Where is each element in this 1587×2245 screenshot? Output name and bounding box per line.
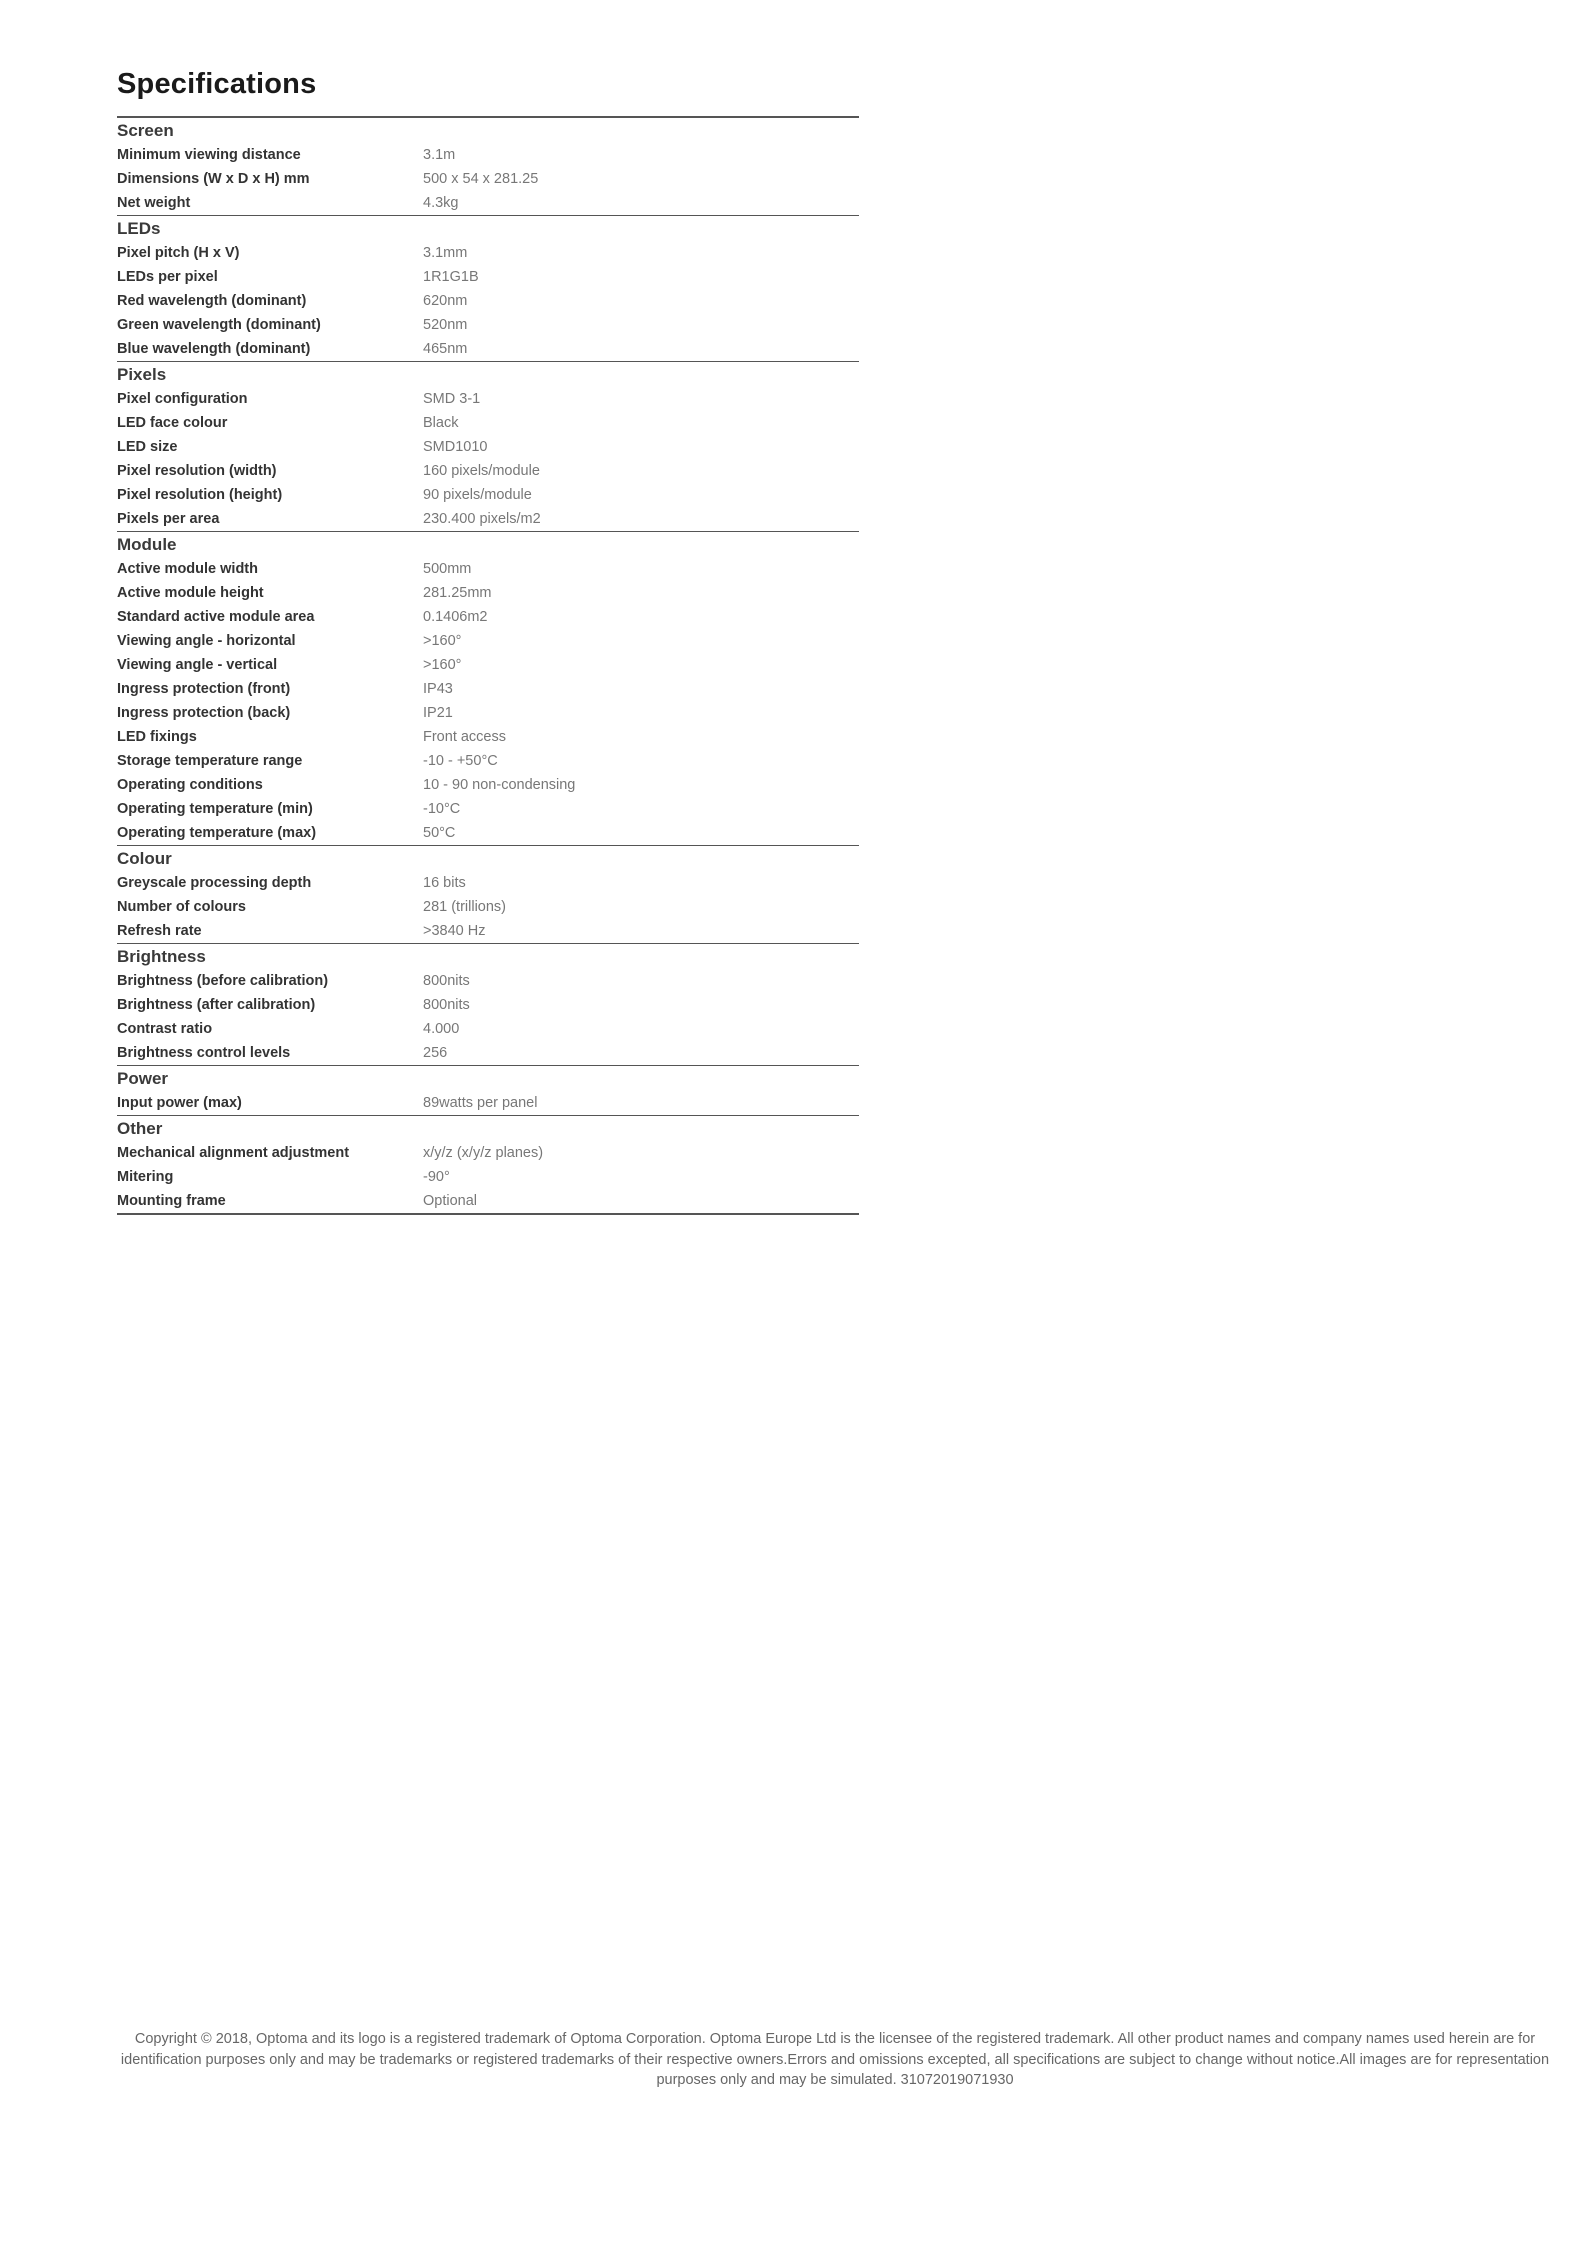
spec-label: Standard active module area: [117, 609, 315, 625]
spec-value: Front access: [423, 729, 506, 745]
spec-label: Viewing angle - vertical: [117, 657, 278, 673]
spec-value: 281.25mm: [423, 585, 492, 601]
spec-row: [117, 1091, 859, 1115]
spec-label: Refresh rate: [117, 923, 202, 939]
spec-section-colour: [117, 845, 859, 943]
spec-row: [117, 653, 859, 677]
spec-row: [117, 167, 859, 191]
spec-value: 3.1mm: [423, 245, 468, 261]
spec-value: 1R1G1B: [423, 269, 479, 285]
section-heading: LEDs: [117, 219, 161, 238]
spec-section-screen: [117, 118, 859, 215]
spec-label: Brightness control levels: [117, 1045, 291, 1061]
spec-row: [117, 969, 859, 993]
spec-row: [117, 557, 859, 581]
spec-row: [117, 677, 859, 701]
spec-value: 520nm: [423, 317, 468, 333]
section-heading: Power: [117, 1069, 169, 1088]
spec-row: [117, 387, 859, 411]
spec-row: [117, 289, 859, 313]
spec-value: 10 - 90 non-condensing: [423, 777, 576, 793]
spec-label: Ingress protection (front): [117, 681, 291, 697]
spec-value: x/y/z (x/y/z planes): [423, 1145, 544, 1161]
spec-label: Operating temperature (min): [117, 801, 313, 817]
spec-label: Red wavelength (dominant): [117, 293, 307, 309]
spec-label: LEDs per pixel: [117, 269, 218, 285]
spec-value: 620nm: [423, 293, 468, 309]
section-heading: Other: [117, 1119, 163, 1138]
spec-label: Viewing angle - horizontal: [117, 633, 296, 649]
spec-section-other: [117, 1115, 859, 1213]
spec-label: Input power (max): [117, 1095, 242, 1111]
spec-label: Pixel pitch (H x V): [117, 245, 240, 261]
spec-row: [117, 313, 859, 337]
spec-row: [117, 797, 859, 821]
spec-label: Number of colours: [117, 899, 246, 915]
spec-label: Contrast ratio: [117, 1021, 213, 1037]
spec-label: Mounting frame: [117, 1193, 226, 1209]
spec-section-leds: [117, 215, 859, 361]
spec-row: [117, 483, 859, 507]
spec-section-power: [117, 1065, 859, 1115]
spec-section-pixels: [117, 361, 859, 531]
spec-value: 50°C: [423, 825, 456, 841]
spec-value: -10 - +50°C: [423, 753, 498, 769]
spec-value: 800nits: [423, 997, 470, 1013]
spec-label: Pixel resolution (width): [117, 463, 277, 479]
spec-label: Greyscale processing depth: [117, 875, 312, 891]
spec-row: [117, 459, 859, 483]
section-heading: Brightness: [117, 947, 206, 966]
spec-row: [117, 337, 859, 361]
page-title: Specifications: [117, 68, 317, 100]
spec-row: [117, 1141, 859, 1165]
spec-row: [117, 1189, 859, 1213]
spec-label: Active module width: [117, 561, 258, 577]
spec-value: >160°: [423, 657, 462, 673]
spec-row: [117, 143, 859, 167]
spec-label: Pixel configuration: [117, 391, 248, 407]
spec-value: SMD1010: [423, 439, 488, 455]
spec-row: [117, 919, 859, 943]
spec-row: [117, 581, 859, 605]
spec-label: Brightness (after calibration): [117, 997, 316, 1013]
spec-row: [117, 435, 859, 459]
spec-label: Active module height: [117, 585, 264, 601]
spec-row: [117, 701, 859, 725]
spec-value: 256: [423, 1045, 448, 1061]
spec-label: Dimensions (W x D x H) mm: [117, 171, 310, 187]
spec-label: Green wavelength (dominant): [117, 317, 321, 333]
spec-row: [117, 629, 859, 653]
section-heading: Module: [117, 535, 177, 554]
spec-row: [117, 871, 859, 895]
spec-value: 160 pixels/module: [423, 463, 540, 479]
spec-row: [117, 605, 859, 629]
spec-label: LED size: [117, 439, 178, 455]
spec-value: 89watts per panel: [423, 1095, 538, 1111]
spec-label: LED fixings: [117, 729, 197, 745]
spec-value: IP43: [423, 681, 453, 697]
spec-label: Operating temperature (max): [117, 825, 317, 841]
spec-row: [117, 725, 859, 749]
section-heading: Pixels: [117, 365, 167, 384]
spec-section-brightness: [117, 943, 859, 1065]
spec-value: -10°C: [423, 801, 461, 817]
spec-row: [117, 507, 859, 531]
spec-row: [117, 749, 859, 773]
spec-value: Optional: [423, 1193, 478, 1209]
spec-label: Pixel resolution (height): [117, 487, 283, 503]
spec-label: Minimum viewing distance: [117, 147, 301, 163]
specifications-table: [117, 116, 859, 1215]
copyright-notice: Copyright © 2018, Optoma and its logo is a registered trademark of Optoma Corporation. Optoma Europe Ltd is the licensee of the registered trademark. All other product names and company names used herein are for identification purposes only and may be trademarks or registered trademarks of their respective owners.Errors and omissions excepted, all specifications are subject to change without notice.All images are for representation purposes only and may be simulated. 31072019071930: [120, 2031, 1550, 2088]
spec-row: [117, 1041, 859, 1065]
spec-value: SMD 3-1: [423, 391, 481, 407]
spec-value: 500 x 54 x 281.25: [423, 171, 539, 187]
spec-row: [117, 191, 859, 215]
spec-value: Black: [423, 415, 459, 431]
spec-row: [117, 411, 859, 435]
spec-value: 4.3kg: [423, 195, 459, 211]
spec-value: 3.1m: [423, 147, 456, 163]
spec-label: Pixels per area: [117, 511, 220, 527]
spec-value: 800nits: [423, 973, 470, 989]
spec-value: 500mm: [423, 561, 472, 577]
spec-value: IP21: [423, 705, 453, 721]
spec-label: LED face colour: [117, 415, 228, 431]
spec-value: -90°: [423, 1169, 450, 1185]
spec-value: 0.1406m2: [423, 609, 488, 625]
spec-value: 230.400 pixels/m2: [423, 511, 541, 527]
spec-row: [117, 1165, 859, 1189]
spec-label: Mitering: [117, 1169, 174, 1185]
spec-value: >3840 Hz: [423, 923, 486, 939]
spec-row: [117, 993, 859, 1017]
spec-label: Blue wavelength (dominant): [117, 341, 311, 357]
section-heading: Screen: [117, 121, 174, 140]
spec-row: [117, 241, 859, 265]
spec-value: 465nm: [423, 341, 468, 357]
spec-label: Operating conditions: [117, 777, 263, 793]
spec-value: 16 bits: [423, 875, 466, 891]
spec-value: 90 pixels/module: [423, 487, 532, 503]
spec-value: 281 (trillions): [423, 899, 506, 915]
spec-row: [117, 1017, 859, 1041]
spec-row: [117, 265, 859, 289]
spec-label: Mechanical alignment adjustment: [117, 1145, 350, 1161]
spec-row: [117, 895, 859, 919]
spec-section-module: [117, 531, 859, 845]
section-heading: Colour: [117, 849, 172, 868]
spec-label: Brightness (before calibration): [117, 973, 329, 989]
spec-label: Ingress protection (back): [117, 705, 291, 721]
spec-value: >160°: [423, 633, 462, 649]
spec-value: 4.000: [423, 1021, 460, 1037]
spec-label: Storage temperature range: [117, 753, 303, 769]
spec-row: [117, 821, 859, 845]
spec-label: Net weight: [117, 195, 191, 211]
spec-row: [117, 773, 859, 797]
